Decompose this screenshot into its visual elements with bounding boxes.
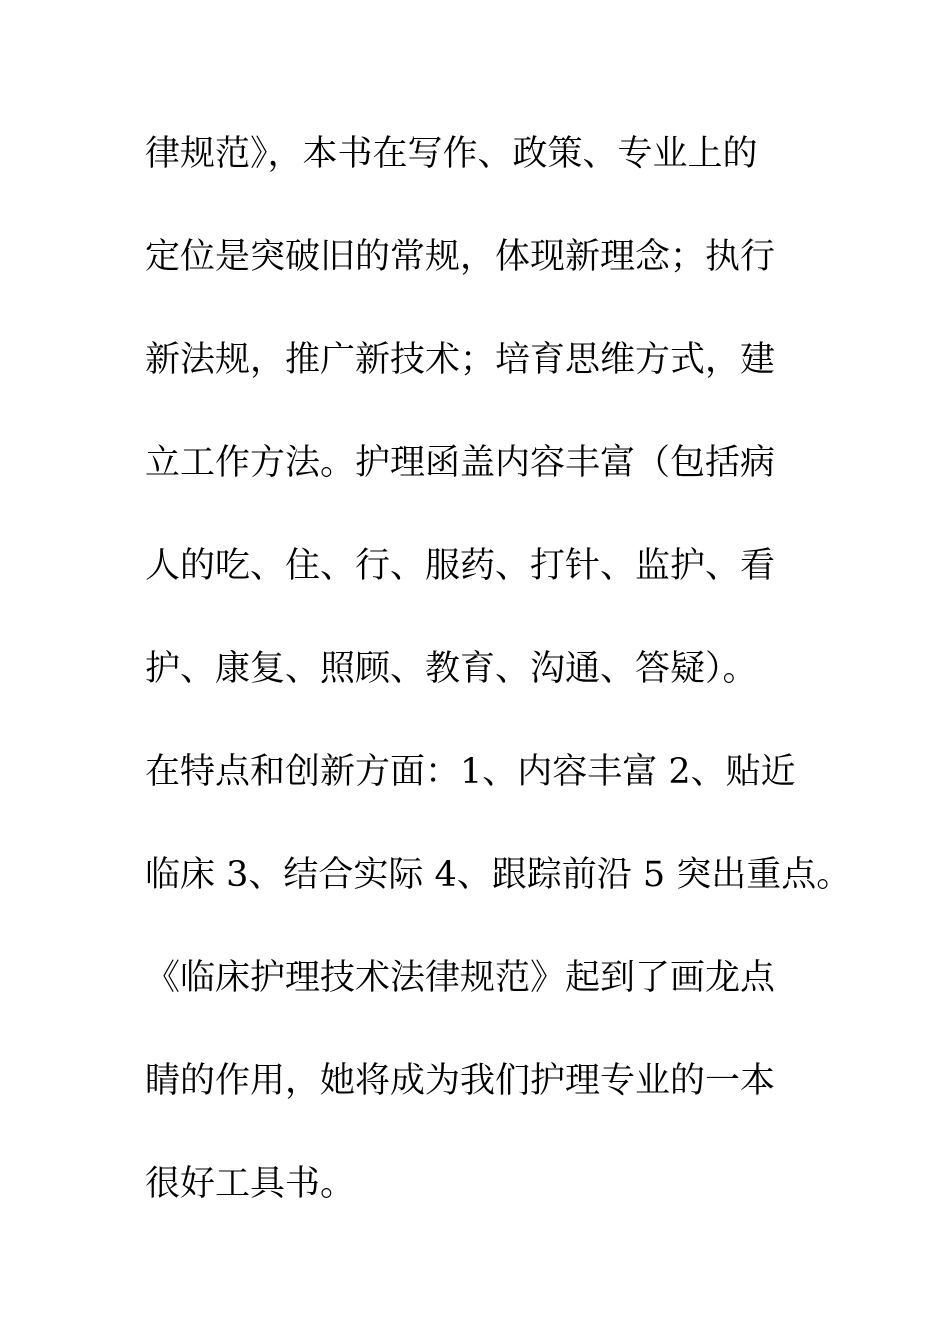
text-line: 睛的作用，她将成为我们护理专业的一本 xyxy=(145,1061,776,1101)
text-line: 新法规，推广新技术；培育思维方式，建 xyxy=(145,340,776,380)
text-line: 在特点和创新方面：1、内容丰富 2、贴近 xyxy=(145,752,796,792)
text-line: 人的吃、住、行、服药、打针、监护、看 xyxy=(145,546,776,586)
text-line: 临床 3、结合实际 4、跟踪前沿 5 突出重点。 xyxy=(145,855,852,895)
text-line: 护、康复、照顾、教育、沟通、答疑）。 xyxy=(145,649,758,689)
text-line: 《临床护理技术法律规范》起到了画龙点 xyxy=(145,958,776,998)
text-line: 很好工具书。 xyxy=(145,1164,356,1204)
text-line: 立工作方法。护理函盖内容丰富（包括病 xyxy=(145,443,776,483)
body-text xyxy=(145,126,852,1259)
text-line: 律规范》，本书在写作、政策、专业上的 xyxy=(145,134,758,174)
text-line: 定位是突破旧的常规，体现新理念；执行 xyxy=(145,237,776,277)
